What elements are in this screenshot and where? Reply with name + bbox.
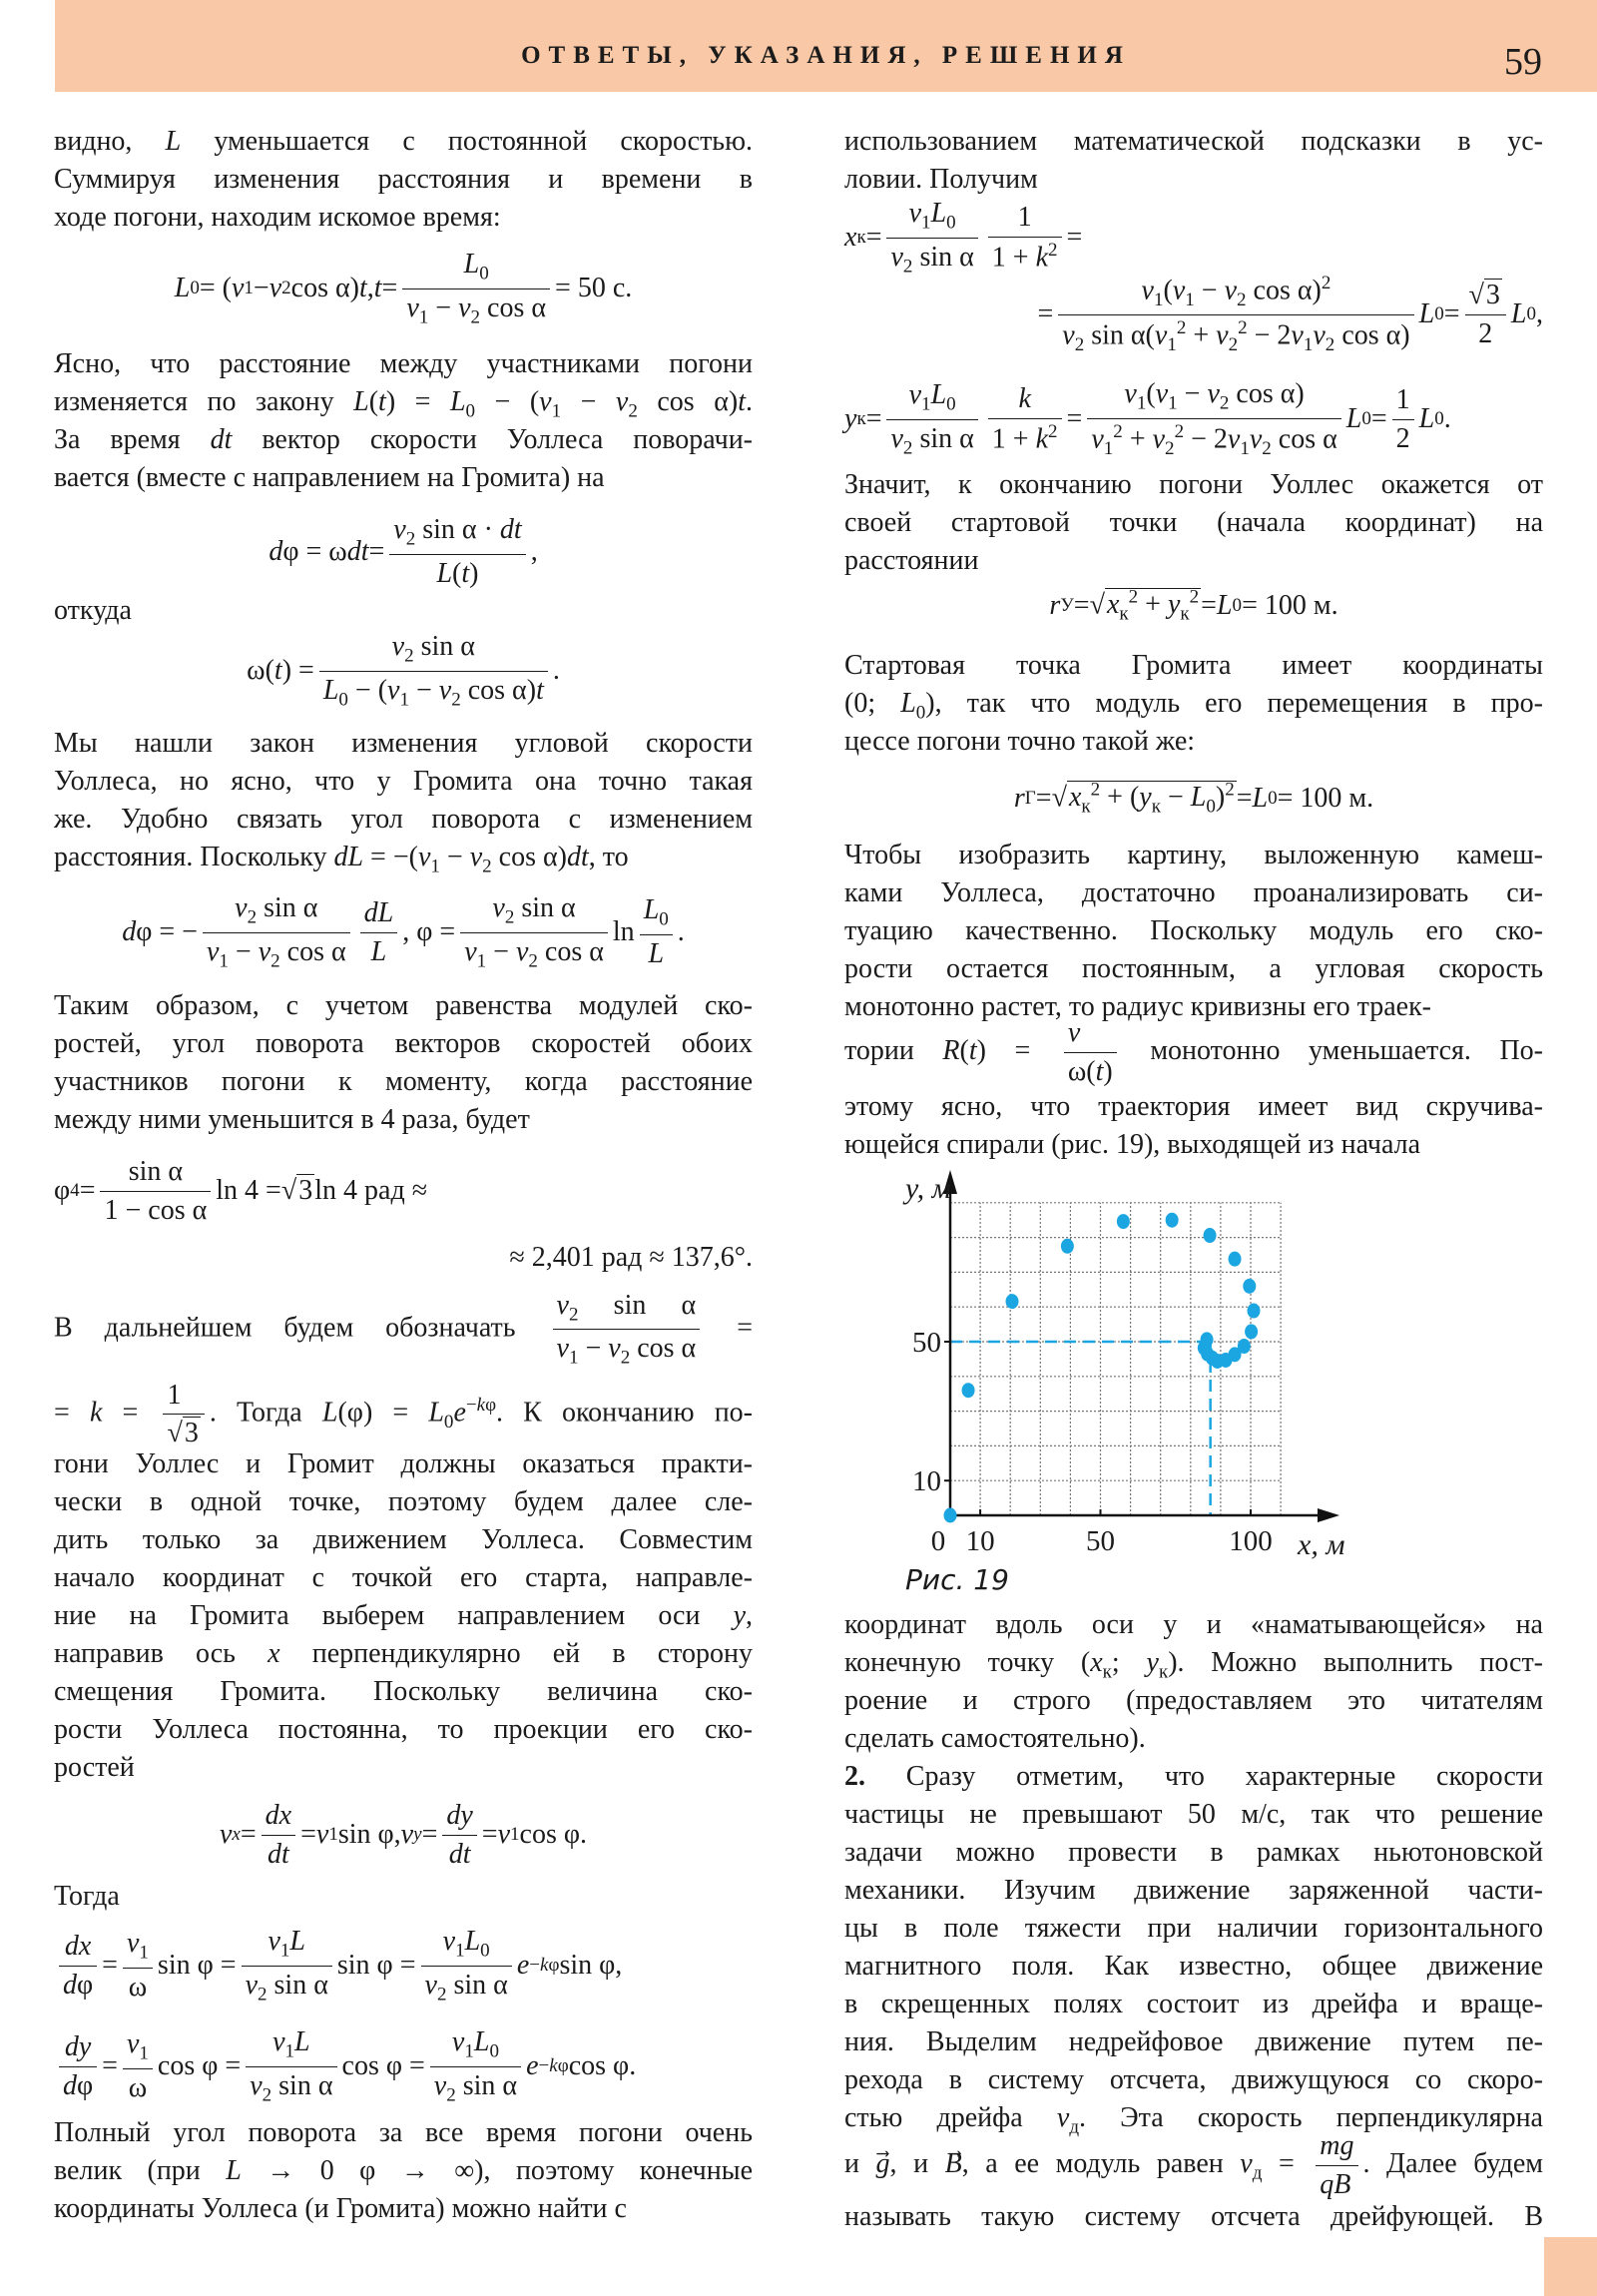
- paragraph: [844, 647, 1543, 761]
- formula-xk-result: = $v_1(v_1 - v_2$ cos α)$^2$ $v_2$ $\sin \alpha(v_1^2 + v_2^2 - 2v_1v_2$ cos α) L 0 = √3 2 L 0 ,: [1037, 272, 1543, 355]
- x-tick-label: 100: [1229, 1525, 1273, 1557]
- text-line: смещения Громита. Поскольку величина ско-: [54, 1676, 753, 1707]
- text-line: в скрещенных полях состоит из дрейфа и враще-: [844, 1989, 1543, 2019]
- text-line: ходе погони, находим искомое время:: [54, 202, 501, 233]
- text-line: велик (при L → 0 φ → ∞), поэтому конечные: [54, 2155, 753, 2186]
- text-line: Тогда: [54, 1881, 120, 1912]
- text-line: ловии. Получим: [844, 164, 1038, 195]
- text-line: Таким образом, с учетом равенства модулей ско-: [54, 990, 753, 1021]
- text-line: цессе погони точно такой же:: [844, 726, 1196, 757]
- data-point: [1201, 1332, 1214, 1347]
- paragraph: [54, 1445, 753, 1787]
- y-tick-label: 10: [912, 1465, 941, 1498]
- text-line: рости остается постоянным, а угловая скорость: [844, 953, 1543, 984]
- text-line: магнитного поля. Как известно, общее движение: [844, 1951, 1543, 1982]
- text-line: участников погони к моменту, когда расстояние: [54, 1066, 753, 1097]
- text-line: 2. Сразу отметим, что характерные скорости: [844, 1761, 1543, 1792]
- text-line: За время dt вектор скорости Уоллеса поворачи-: [54, 424, 753, 455]
- text-line: между ними уменьшится в 4 раза, будет: [54, 1104, 530, 1135]
- text-line: ростей: [54, 1752, 135, 1783]
- text-line: механики. Изучим движение заряженной части-: [844, 1875, 1543, 1906]
- data-point: [962, 1383, 975, 1398]
- text-line: ющейся спирали (рис. 19), выходящей из начала: [844, 1129, 1421, 1160]
- paragraph: [54, 725, 753, 876]
- text-line: конечную точку ($x_к$; $y_к$). Можно выполнить пост-: [844, 1647, 1543, 1683]
- text-line: этому ясно, что траектория имеет вид скручива-: [844, 1091, 1543, 1122]
- text-line: расстояния. Поскольку dL = $-(v_1 - v_2$ cos α)dt, то: [54, 842, 629, 877]
- data-point: [1243, 1279, 1256, 1294]
- page-number: 59: [1504, 41, 1542, 83]
- formula-omega: ω( t ) = $v_2$ sin α $L_0 - (v_1 - v_2$ cos α)t .: [247, 631, 560, 711]
- text-line: использованием математической подсказки в ус-: [844, 126, 1543, 157]
- text-line: своей стартовой точки (начала координат) на: [844, 507, 1543, 538]
- x-tick-label: 10: [965, 1525, 995, 1557]
- text-line: рости Уоллеса постоянна, то проекции его ско-: [54, 1714, 753, 1745]
- text-line: координат вдоль оси y и «наматывающейся» на: [844, 1609, 1543, 1640]
- data-point: [1229, 1252, 1242, 1267]
- text-line-drift: и g⃗, и B⃗, а ее модуль равен $v_д$ = $\frac{mg}{qB}$ . Далее будем: [844, 2130, 1544, 2201]
- text-line: сделать самостоятельно).: [844, 1723, 1146, 1754]
- figure-caption: Рис. 19: [905, 1563, 1009, 1596]
- text-line: ками Уоллеса, достаточно проанализировать си-: [844, 877, 1543, 908]
- corner-tab: [1544, 2237, 1597, 2296]
- formula-r-gromit: r Г = $√x_к^2 + (y_к - L_0)^2$ = L 0 = 100 м.: [1013, 779, 1374, 818]
- spiral-trajectory-chart: [878, 1158, 1537, 1607]
- formula-yk: y к = $v_1L_0$ $v_2$ sin α k $1 + k^2$ = $v_1(v_1 - v_2$ cos α) $v_1^2 + v_2^2 - 2v_1v_2$ cos α L 0 = 1 2 L 0 .: [844, 378, 1451, 459]
- text-line: направив ось x перпендикулярно ей в сторону: [54, 1638, 754, 1669]
- data-points: [944, 1213, 1261, 1523]
- text-line: видно, L уменьшается с постоянной скоростью.: [54, 126, 753, 157]
- data-point: [1204, 1228, 1217, 1243]
- text-line-radius: тории R(t) = $\frac{v}{\omega(t)}$ монотонно уменьшается. По-: [844, 1017, 1543, 1088]
- paragraph: [844, 1758, 1543, 2137]
- formula-dphi: d φ = ω dt = $v_2$ sin α · dt L(t) ,: [268, 514, 538, 589]
- paragraph: [844, 466, 1543, 580]
- text-line: (0; $L_0$), так что модуль его перемещения в про-: [844, 688, 1543, 724]
- text-line: Чтобы изобразить картину, выложенную камеш-: [844, 840, 1543, 870]
- paragraph: [844, 123, 1543, 199]
- text-line: Полный угол поворота за все время погони очень: [54, 2117, 753, 2148]
- text-line: дить только за движением Уоллеса. Совместим: [54, 1524, 753, 1555]
- text-line: чески в одной точке, поэтому будем далее сле-: [54, 1486, 753, 1517]
- text-line: стью дрейфа $v_д$. Эта скорость перпендикулярна: [844, 2102, 1543, 2138]
- formula-phi4-value: ≈ 2,401 рад ≈ 137,6°.: [509, 1242, 753, 1273]
- paragraph: [54, 592, 753, 630]
- text-line: цы в поле тяжести при наличии горизонтального: [844, 1913, 1543, 1944]
- formula-dx-dphi: dx dφ = $v_1$ ω sin φ = $v_1L$ $v_2$ sin α sin φ = $v_1L_0$ $v_2$ sin α e −kφ sin φ,: [54, 1928, 753, 2004]
- text-line: задачи можно провести в рамках ньютоновской: [844, 1837, 1543, 1868]
- text-line: частицы не превышают 50 м/с, так что решение: [844, 1799, 1543, 1830]
- text-line: начало координат с точкой его старта, направле-: [54, 1562, 753, 1593]
- text-line: Уоллеса, но ясно, что у Громита она точно такая: [54, 766, 753, 797]
- text-line: же. Удобно связать угол поворота с изменением: [54, 804, 753, 835]
- paragraph: [54, 345, 753, 497]
- text-line: ния. Выделим недрейфовое движение путем пе-: [844, 2026, 1543, 2057]
- text-line: ние на Громита выберем направлением оси y,: [54, 1600, 753, 1631]
- data-point: [1166, 1213, 1179, 1228]
- text-line: вается (вместе с направлением на Громита) на: [54, 462, 605, 493]
- text-line: Значит, к окончанию погони Уоллес окажется от: [844, 469, 1543, 500]
- text-line: изменяется по закону $L(t) = L_0 - (v_1 - v_2$ cos α)t.: [54, 386, 753, 422]
- x-tick-label: 50: [1086, 1525, 1115, 1557]
- data-point: [944, 1508, 957, 1523]
- axes: [943, 1170, 1339, 1522]
- text-line: рехода в систему отсчета, движущуюся со скоро-: [844, 2064, 1543, 2095]
- text-line: Суммируя изменения расстояния и времени в: [54, 164, 753, 195]
- y-axis-label: y, м: [905, 1172, 951, 1205]
- x-tick-label: 0: [930, 1525, 946, 1557]
- formula-phi: d φ = − $v_2$ sin α $v_1 - v_2$ cos α dL L , φ = $v_2$ sin α $v_1 - v_2$ cos α ln $L_0$ L .: [122, 892, 685, 972]
- text-line: называть такую систему отсчета дрейфующей. В: [844, 2201, 1543, 2232]
- paragraph: [844, 1088, 1543, 1164]
- paragraph: [54, 1878, 753, 1916]
- formula-dy-dphi: dy dφ = $v_1$ ω cos φ = $v_1L$ $v_2$ sin α cos φ = $v_1L_0$ $v_2$ sin α e −kφ cos φ.: [54, 2028, 753, 2104]
- running-header: [55, 0, 1597, 92]
- data-point: [1245, 1324, 1258, 1339]
- y-tick-label: 50: [912, 1327, 941, 1359]
- text-line: откуда: [54, 595, 132, 626]
- text-line: гони Уоллес и Громит должны оказаться практи-: [54, 1448, 753, 1479]
- formula-r-wallace: r У = $√x_к^2 + y_к^2$ = L 0 = 100 м.: [1049, 586, 1338, 625]
- formula-phi4: φ 4 = sin α 1 − cos α ln 4 = √3 ln 4 рад ≈: [54, 1155, 428, 1226]
- text-line: координаты Уоллеса (и Громита) можно найти с: [54, 2193, 627, 2224]
- text-line: туацию качественно. Поскольку модуль его ско-: [844, 915, 1543, 946]
- data-point: [1248, 1304, 1261, 1319]
- paragraph: [844, 837, 1543, 1026]
- text-line: расстоянии: [844, 545, 979, 576]
- data-point: [1006, 1294, 1019, 1309]
- formula-velocity: v x = dx dt = v 1 sin φ, v y = dy dt = v 1 cos φ.: [219, 1799, 588, 1870]
- text-line: монотонно растет, то радиус кривизны его траек-: [844, 991, 1431, 1022]
- paragraph: [54, 987, 753, 1139]
- paragraph: [54, 123, 753, 237]
- text-line: Стартовая точка Громита имеет координаты: [844, 650, 1543, 681]
- text-line: ростей, угол поворота векторов скоростей обоих: [54, 1028, 753, 1059]
- data-point: [1061, 1239, 1074, 1254]
- text-line-k: = k = $\frac{1}{√3}$ . Тогда $L(\varphi) = L_0e^{-k\varphi}$. К окончанию по-: [54, 1379, 754, 1449]
- paragraph: [844, 1606, 1543, 1758]
- guide-lines: [950, 1342, 1211, 1515]
- text-line: Мы нашли закон изменения угловой скорости: [54, 728, 753, 759]
- data-point: [1117, 1214, 1130, 1229]
- x-axis-arrow: [1318, 1508, 1339, 1522]
- formula-xk: x к = $v_1L_0$ $v_2$ sin α 1 $1 + k^2$ =: [844, 198, 1083, 278]
- text-line-k-def: В дальнейшем будем обозначать $\frac{v_2 \sin \alpha}{v_1 - v_2 \cos \alpha}$ =: [54, 1290, 753, 1370]
- section-title: ОТВЕТЫ, УКАЗАНИЯ, РЕШЕНИЯ: [521, 42, 1131, 69]
- paragraph: [54, 2114, 753, 2228]
- formula-time: L 0 = ( v 1 − v 2 cos α) t , t = $L_0$ $v_1 - v_2$ cos α = 50 с.: [174, 249, 633, 328]
- paragraph: [844, 2198, 1543, 2236]
- x-axis-label: x, м: [1298, 1528, 1345, 1561]
- text-line: Ясно, что расстояние между участниками погони: [54, 348, 753, 379]
- text-line: роение и строго (предоставляем это читателям: [844, 1685, 1543, 1716]
